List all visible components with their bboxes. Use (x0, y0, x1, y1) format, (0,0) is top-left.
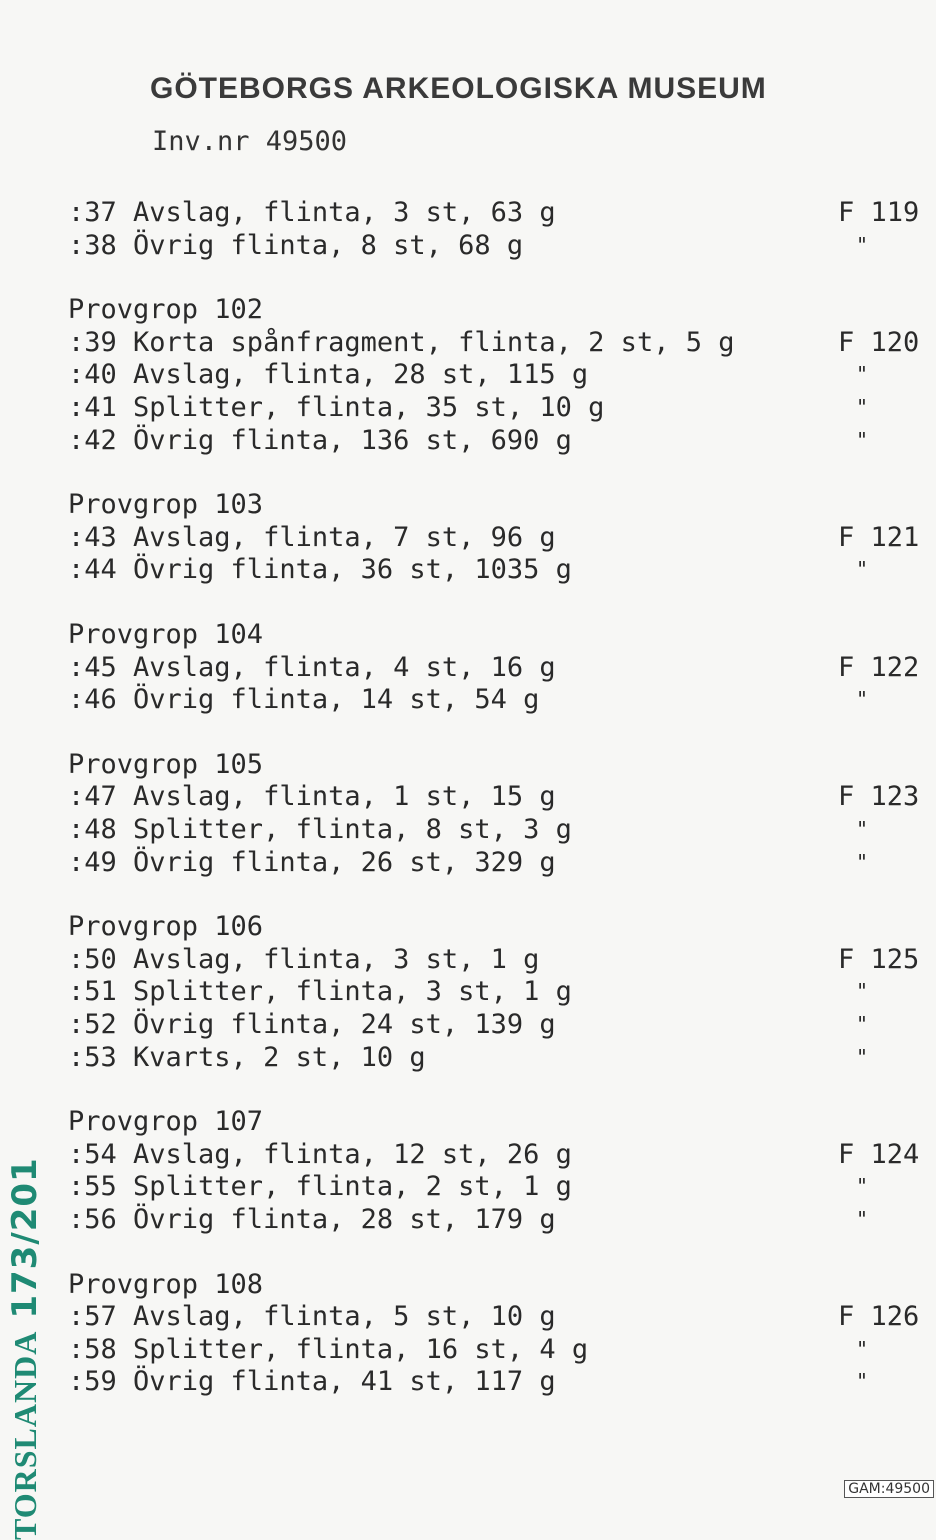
section-heading-text: Provgrop 105 (68, 749, 264, 780)
ditto-mark: " (856, 850, 869, 874)
entry-text: :43 Avslag, flinta, 7 st, 96 g (68, 522, 556, 553)
entry-text: :41 Splitter, flinta, 35 st, 10 g (68, 392, 605, 423)
catalog-entry (68, 943, 928, 976)
entry-text: :51 Splitter, flinta, 3 st, 1 g (68, 976, 572, 1007)
entry-reference: F 123 (838, 781, 920, 812)
section-heading (68, 748, 928, 781)
catalog-entry (68, 1333, 928, 1366)
entry-text: :40 Avslag, flinta, 28 st, 115 g (68, 359, 589, 390)
ditto-mark: " (856, 362, 869, 386)
catalog-entry (68, 975, 928, 1008)
archive-id: GAM:49500 (844, 1480, 934, 1498)
ditto-mark: " (856, 1207, 869, 1231)
catalog-entry (68, 683, 928, 716)
entry-text: :45 Avslag, flinta, 4 st, 16 g (68, 652, 556, 683)
inventory-number: Inv.nr 49500 (152, 126, 348, 157)
entry-reference: F 120 (838, 327, 920, 358)
catalog-entry (68, 229, 928, 262)
section-heading (68, 910, 928, 943)
catalog-entry (68, 780, 928, 813)
entry-text: :53 Kvarts, 2 st, 10 g (68, 1042, 426, 1073)
catalog-entry (68, 846, 928, 879)
ditto-mark: " (856, 233, 869, 257)
catalog-entry (68, 553, 928, 586)
entry-reference: F 121 (838, 522, 920, 553)
section-heading-text: Provgrop 107 (68, 1106, 264, 1137)
entry-text: :52 Övrig flinta, 24 st, 139 g (68, 1009, 556, 1040)
catalog-entry (68, 424, 928, 457)
section-heading-text: Provgrop 108 (68, 1269, 264, 1300)
catalog-entry (68, 1300, 928, 1333)
catalog-entry (68, 1365, 928, 1398)
section-heading (68, 293, 928, 326)
entry-text: :50 Avslag, flinta, 3 st, 1 g (68, 944, 540, 975)
ditto-mark: " (856, 817, 869, 841)
section-heading (68, 1268, 928, 1301)
ditto-mark: " (856, 557, 869, 581)
section-heading (68, 618, 928, 651)
entry-text: :42 Övrig flinta, 136 st, 690 g (68, 425, 572, 456)
museum-title: GÖTEBORGS ARKEOLOGISKA MUSEUM (150, 72, 767, 105)
entry-text: :55 Splitter, flinta, 2 st, 1 g (68, 1171, 572, 1202)
section-heading (68, 488, 928, 521)
ditto-mark: " (856, 1337, 869, 1361)
entry-text: :58 Splitter, flinta, 16 st, 4 g (68, 1334, 589, 1365)
ditto-mark: " (856, 1012, 869, 1036)
entry-text: :59 Övrig flinta, 41 st, 117 g (68, 1366, 556, 1397)
catalog-entry (68, 196, 928, 229)
catalog-entry (68, 391, 928, 424)
ditto-mark: " (856, 1045, 869, 1069)
catalog-entry (68, 651, 928, 684)
catalog-entry (68, 1041, 928, 1074)
entry-text: :46 Övrig flinta, 14 st, 54 g (68, 684, 540, 715)
entry-text: :54 Avslag, flinta, 12 st, 26 g (68, 1139, 572, 1170)
entry-text: :56 Övrig flinta, 28 st, 179 g (68, 1204, 556, 1235)
catalog-entry (68, 521, 928, 554)
site-number: 173/201 (5, 1157, 45, 1319)
entry-text: :38 Övrig flinta, 8 st, 68 g (68, 230, 524, 261)
section-heading-text: Provgrop 106 (68, 911, 264, 942)
entry-text: :47 Avslag, flinta, 1 st, 15 g (68, 781, 556, 812)
catalog-entry (68, 1203, 928, 1236)
entry-text: :48 Splitter, flinta, 8 st, 3 g (68, 814, 572, 845)
entry-text: :39 Korta spånfragment, flinta, 2 st, 5 g (68, 327, 735, 358)
ditto-mark: " (856, 979, 869, 1003)
entry-reference: F 119 (838, 197, 920, 228)
section-heading-text: Provgrop 104 (68, 619, 264, 650)
entry-text: :57 Avslag, flinta, 5 st, 10 g (68, 1301, 556, 1332)
ditto-mark: " (856, 1174, 869, 1198)
catalog-entry (68, 326, 928, 359)
entry-reference: F 125 (838, 944, 920, 975)
catalog-entry (68, 813, 928, 846)
entry-text: :49 Övrig flinta, 26 st, 329 g (68, 847, 556, 878)
ditto-mark: " (856, 395, 869, 419)
section-heading (68, 1105, 928, 1138)
catalog-entry (68, 358, 928, 391)
entry-reference: F 122 (838, 652, 920, 683)
site-name: TORSLANDA (7, 1330, 43, 1540)
section-heading-text: Provgrop 102 (68, 294, 264, 325)
ditto-mark: " (856, 687, 869, 711)
site-stamp (5, 1060, 45, 1540)
entry-text: :44 Övrig flinta, 36 st, 1035 g (68, 554, 572, 585)
catalog-entry (68, 1170, 928, 1203)
entry-reference: F 124 (838, 1139, 920, 1170)
ditto-mark: " (856, 428, 869, 452)
ditto-mark: " (856, 1369, 869, 1393)
entry-reference: F 126 (838, 1301, 920, 1332)
entry-text: :37 Avslag, flinta, 3 st, 63 g (68, 197, 556, 228)
section-heading-text: Provgrop 103 (68, 489, 264, 520)
catalog-entry (68, 1008, 928, 1041)
catalog-entry (68, 1138, 928, 1171)
